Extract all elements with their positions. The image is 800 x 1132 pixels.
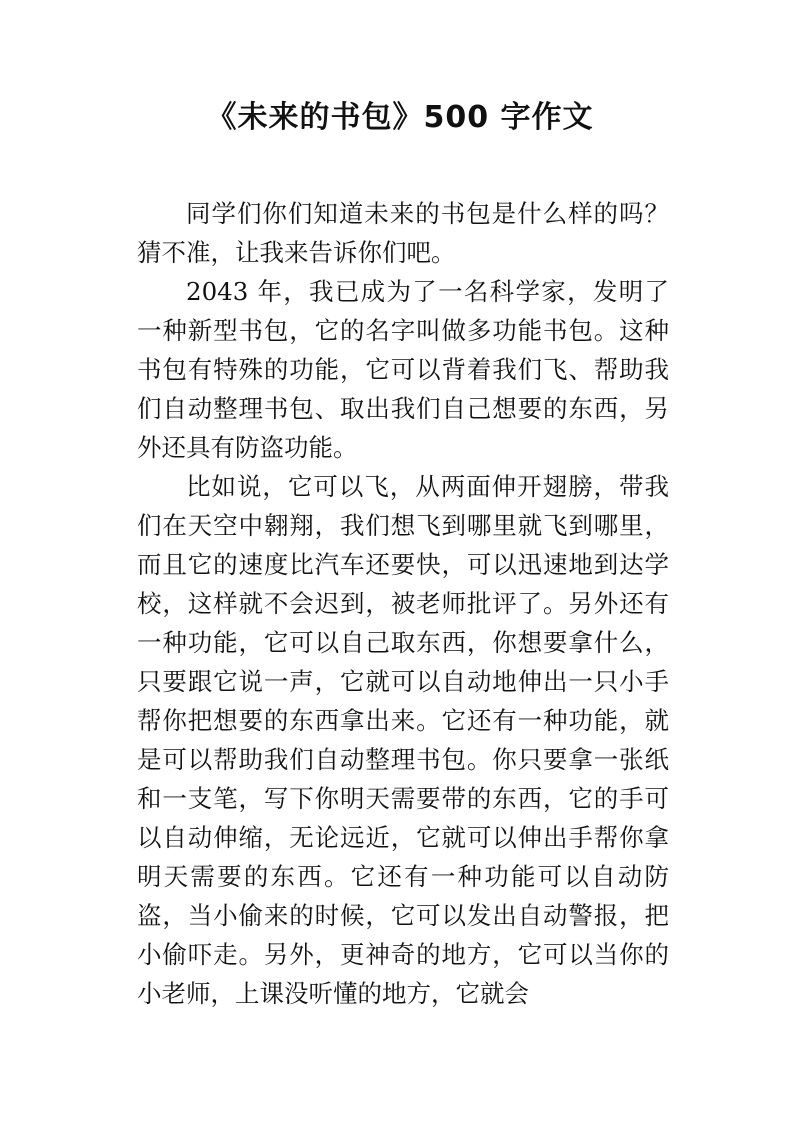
- paragraph-2: 2043 年，我已成为了一名科学家，发明了一种新型书包，它的名字叫做多功能书包。这种书包有特殊的功能，它可以背着我们飞、帮助我们自动整理书包、取出我们自己想要的东西，另外还具有防盗功能。: [137, 277, 669, 462]
- document-title: 《未来的书包》500 字作文: [206, 100, 594, 135]
- paragraph-1: 同学们你们知道未来的书包是什么样的吗？猜不准，让我来告诉你们吧。: [137, 199, 669, 267]
- document-body: [137, 194, 669, 1013]
- paragraph-3: 比如说，它可以飞，从两面伸开翅膀，带我们在天空中翱翔，我们想飞到哪里就飞到哪里，而且它的速度比汽车还要快，可以迅速地到达学校，这样就不会迟到，被老师批评了。另外还有一种功能，它可以自己取东西，你想要拿什么，只要跟它说一声，它就可以自动地伸出一只小手帮你把想要的东西拿出来。它还有一种功能，就是可以帮助我们自动整理书包。你只要拿一张纸和一支笔，写下你明天需要带的东西，它的手可以自动伸缩，无论远近，它就可以伸出手帮你拿明天需要的东西。它还有一种功能可以自动防盗，当小偷来的时候，它可以发出自动警报，把小偷吓走。另外，更神奇的地方，它可以当你的小老师，上课没听懂的地方，它就会: [137, 472, 669, 1008]
